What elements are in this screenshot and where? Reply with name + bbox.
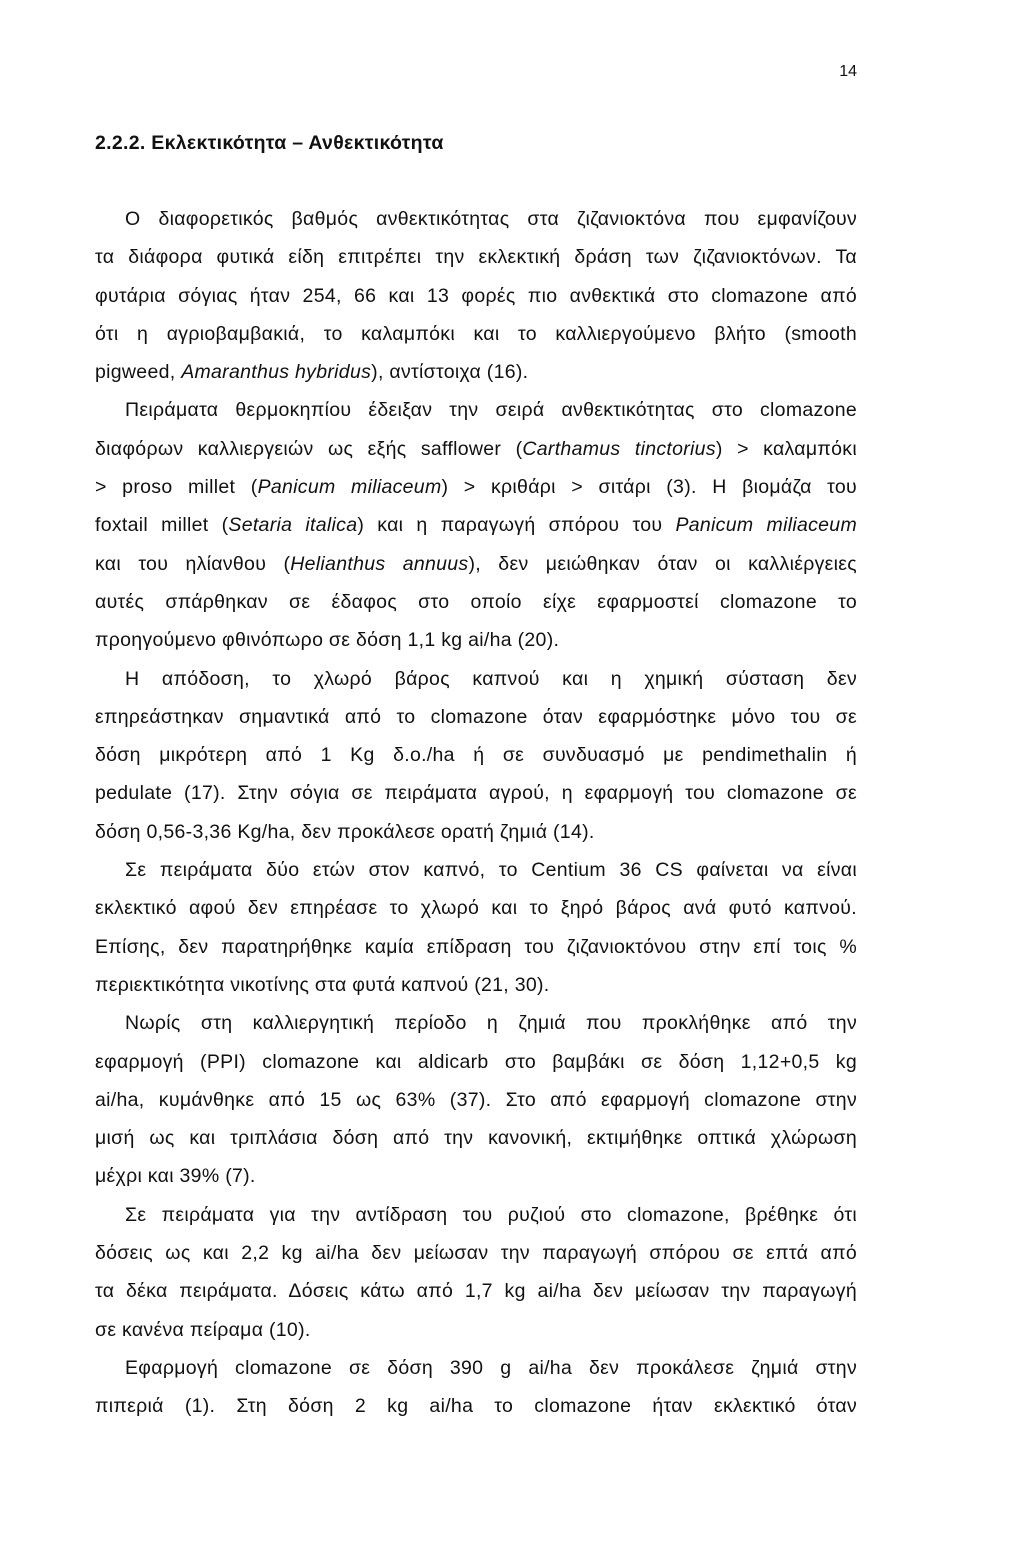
text-span: δόση 0,56-3,36 Kg/ha, δεν προκάλεσε ορατή ζημιά (14). [95, 820, 595, 843]
body-text [95, 200, 857, 1426]
text-line [95, 928, 857, 966]
text-line [95, 583, 857, 621]
text-line [95, 430, 857, 468]
text-line [95, 1081, 857, 1119]
text-span: δόση μικρότερη από 1 Kg δ.ο./ha ή σε συνδυασμό με pendimethalin ή [95, 744, 857, 767]
text-line [125, 1349, 857, 1387]
paragraph [95, 200, 857, 391]
text-span: τα δέκα πειράματα. Δόσεις κάτω από 1,7 kg ai/ha δεν μείωσαν την παραγωγή [95, 1280, 857, 1303]
text-span: αυτές σπάρθηκαν σε έδαφος στο οποίο είχε εφαρμοστεί clomazone το [95, 590, 857, 613]
text-span: Ο διαφορετικός βαθμός ανθεκτικότητας στα ζιζανιοκτόνα που εμφανίζουν [125, 208, 857, 230]
text-line [95, 736, 857, 774]
text-span: περιεκτικότητα νικοτίνης στα φυτά καπνού (21, 30). [95, 973, 550, 996]
text-line [95, 506, 857, 544]
text-span: και του ηλίανθου ( [95, 552, 291, 575]
text-span: pedulate (17). Στην σόγια σε πειράματα αγρού, η εφαρμογή του clomazone σε [95, 782, 857, 805]
text-span: επηρεάστηκαν σημαντικά από το clomazone όταν εφαρμόστηκε μόνο του σε [95, 705, 857, 728]
text-line [95, 315, 857, 353]
text-line [125, 1196, 857, 1234]
text-span: σε κανένα πείραμα (10). [95, 1318, 311, 1341]
text-span: foxtail millet ( [95, 514, 229, 537]
text-span: ), αντίστοιχα (16). [371, 361, 529, 384]
text-span: ai/ha, κυμάνθηκε από 15 ως 63% (37). Στο από εφαρμογή clomazone στην [95, 1088, 857, 1111]
text-span: δόσεις ως και 2,2 kg ai/ha δεν μείωσαν την παραγωγή σπόρου σε επτά από [95, 1242, 857, 1265]
text-line [95, 1157, 857, 1195]
text-span: πιπεριά (1). Στη δόση 2 kg ai/ha το clomazone ήταν εκλεκτικό όταν [95, 1395, 857, 1418]
text-span: διαφόρων καλλιεργειών ως εξής safflower ( [95, 437, 523, 460]
text-span: τα διάφορα φυτικά είδη επιτρέπει την εκλεκτική δράση των ζιζανιοκτόνων. Τα [95, 246, 857, 269]
species-name-italic: Setaria italica [228, 514, 358, 537]
text-line [95, 545, 857, 583]
text-span: > proso millet ( [95, 476, 258, 499]
species-name-italic: Carthamus tinctorius [522, 437, 716, 460]
text-span: Επίσης, δεν παρατηρήθηκε καμία επίδραση του ζιζανιοκτόνου στην επί τοις % [95, 935, 857, 958]
species-name-italic: Panicum miliaceum [257, 476, 442, 499]
text-line [125, 1004, 857, 1042]
text-span: Η απόδοση, το χλωρό βάρος καπνού και η χημική σύσταση δεν [125, 667, 857, 690]
text-span: ), δεν μειώθηκαν όταν οι καλλιέργειες [468, 552, 857, 575]
text-span: φυτάρια σόγιας ήταν 254, 66 και 13 φορές πιο ανθεκτικά στο clomazone από [95, 284, 857, 307]
text-line [95, 1272, 857, 1310]
text-line [95, 966, 857, 1004]
text-line [125, 391, 857, 429]
paragraph [95, 391, 857, 659]
text-span: μισή ως και τριπλάσια δόση από την κανονική, εκτιμήθηκε οπτικά χλώρωση [95, 1127, 857, 1150]
text-line [125, 851, 857, 889]
text-span: μέχρι και 39% (7). [95, 1165, 256, 1188]
text-span: ) > καλαμπόκι [715, 437, 857, 460]
text-span: εφαρμογή (PPI) clomazone και aldicarb στο βαμβάκι σε δόση 1,12+0,5 kg [95, 1050, 857, 1073]
text-line [95, 277, 857, 315]
text-line [125, 660, 857, 698]
text-line [95, 1043, 857, 1081]
text-line [95, 1387, 857, 1425]
paragraph [95, 660, 857, 851]
text-line [95, 1234, 857, 1272]
text-line [95, 353, 857, 391]
text-line [95, 621, 857, 659]
text-line [95, 698, 857, 736]
species-name-italic: Panicum miliaceum [675, 514, 857, 537]
paragraph [95, 1004, 857, 1195]
paragraph [95, 851, 857, 1004]
text-span: Σε πειράματα για την αντίδραση του ρυζιού στο clomazone, βρέθηκε ότι [125, 1203, 857, 1226]
text-line [95, 774, 857, 812]
text-span: Πειράματα θερμοκηπίου έδειξαν την σειρά ανθεκτικότητας στο clomazone [125, 399, 857, 422]
text-span: εκλεκτικό αφού δεν επηρέασε το χλωρό και το ξηρό βάρος ανά φυτό καπνού. [95, 897, 857, 920]
text-line [95, 468, 857, 506]
text-span: Νωρίς στη καλλιεργητική περίοδο η ζημιά που προκλήθηκε από την [125, 1012, 857, 1035]
text-span: προηγούμενο φθινόπωρο σε δόση 1,1 kg ai/ha (20). [95, 629, 560, 652]
text-span: ότι η αγριοβαμβακιά, το καλαμπόκι και το καλλιεργούμενο βλήτο (smooth [95, 322, 857, 345]
species-name-italic: Helianthus annuus [290, 552, 469, 575]
species-name-italic: Amaranthus hybridus [181, 361, 372, 384]
text-line [95, 1311, 857, 1349]
paragraph [95, 1196, 857, 1349]
paragraph [95, 1349, 857, 1426]
text-span: pigweed, [95, 361, 182, 384]
text-line [125, 200, 857, 238]
text-span: ) και η παραγωγή σπόρου του [357, 514, 676, 537]
text-span: Εφαρμογή clomazone σε δόση 390 g ai/ha δεν προκάλεσε ζημιά στην [125, 1356, 857, 1379]
text-line [95, 1119, 857, 1157]
section-heading: 2.2.2. Εκλεκτικότητα – Ανθεκτικότητα [95, 132, 444, 154]
page-number: 14 [839, 63, 857, 80]
text-line [95, 813, 857, 851]
text-span: ) > κριθάρι > σιτάρι (3). Η βιομάζα του [441, 476, 857, 499]
text-span: Σε πειράματα δύο ετών στον καπνό, το Centium 36 CS φαίνεται να είναι [125, 859, 857, 882]
text-line [95, 889, 857, 927]
text-line [95, 238, 857, 276]
